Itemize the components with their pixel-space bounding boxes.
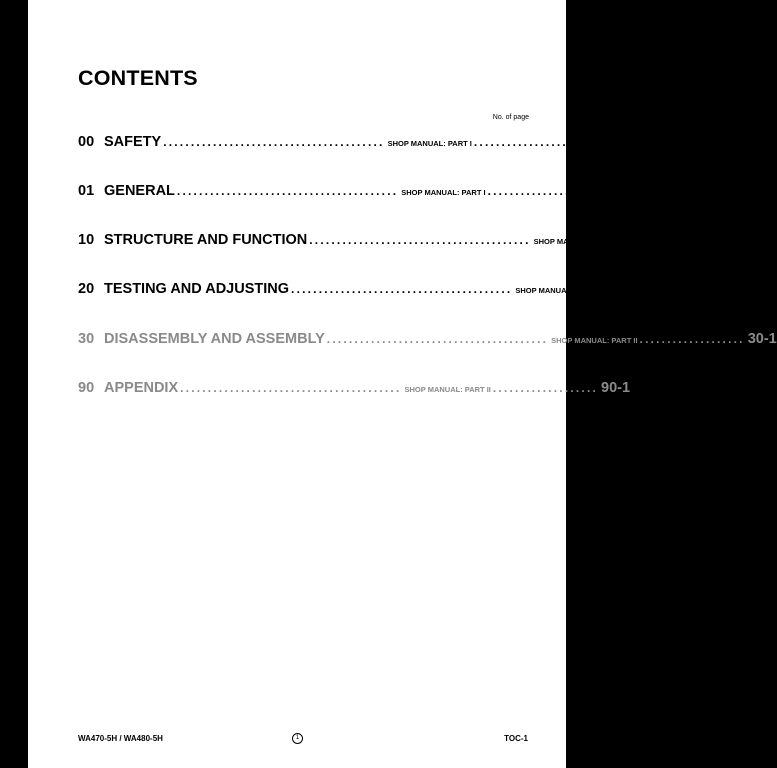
- dot-leader: ........................................: [163, 135, 385, 149]
- entry-page: 90-1: [601, 380, 631, 396]
- entry-title: DISASSEMBLY AND ASSEMBLY: [104, 331, 325, 347]
- document-page: [28, 0, 777, 768]
- entry-title: SAFETY: [104, 134, 162, 150]
- entry-number: 00: [78, 134, 95, 150]
- toc-entry-disassembly-and-assembly[interactable]: [78, 331, 777, 351]
- entry-page: 01-1: [595, 183, 625, 199]
- dot-leader: ...................: [487, 184, 593, 198]
- entry-title: APPENDIX: [104, 380, 179, 396]
- entry-page: 30-1: [747, 331, 777, 347]
- dot-leader: ...................: [639, 332, 745, 346]
- entry-page: 10-1: [728, 232, 758, 248]
- entry-number: 90: [78, 380, 95, 396]
- entry-part: SHOP MANUAL: PART I: [515, 286, 600, 295]
- dot-leader: ...................: [473, 135, 580, 149]
- dot-leader: ...................: [492, 381, 599, 395]
- dot-leader: ........................................: [180, 381, 402, 395]
- toc-entry-appendix[interactable]: [78, 380, 631, 400]
- entry-number: 10: [78, 232, 95, 248]
- toc-entry-safety[interactable]: [78, 134, 612, 154]
- entry-number: 01: [78, 183, 95, 199]
- footer-model: WA470-5H / WA480-5H: [78, 734, 163, 743]
- dot-leader: ........................................: [176, 184, 399, 198]
- entry-page: 00-3: [582, 134, 612, 150]
- entry-part: SHOP MANUAL: PART I: [387, 139, 472, 148]
- toc-entry-testing-and-adjusting[interactable]: [78, 281, 739, 301]
- entry-page: 20-1: [709, 281, 739, 297]
- page-title: CONTENTS: [78, 66, 198, 90]
- entry-title: STRUCTURE AND FUNCTION: [104, 232, 308, 248]
- dot-leader: ........................................: [309, 233, 531, 247]
- entry-part: SHOP MANUAL: PART II: [551, 336, 638, 345]
- footer-page-id: TOC-1: [504, 734, 528, 743]
- dot-leader: ...................: [601, 282, 707, 296]
- entry-part: SHOP MANUAL: PART I: [401, 188, 486, 197]
- toc-entry-structure-and-function[interactable]: [78, 232, 758, 252]
- entry-part: SHOP MANUAL: PART II: [404, 385, 491, 394]
- page-number-column-label: No. of page: [492, 114, 529, 121]
- revision-mark-icon: 1: [292, 733, 303, 744]
- entry-title: GENERAL: [104, 183, 175, 199]
- toc-entry-general[interactable]: [78, 183, 625, 203]
- entry-title: TESTING AND ADJUSTING: [104, 281, 290, 297]
- entry-number: 20: [78, 281, 95, 297]
- entry-number: 30: [78, 331, 95, 347]
- dot-leader: ........................................: [326, 332, 549, 346]
- dot-leader: ........................................: [291, 282, 513, 296]
- dot-leader: ...................: [619, 233, 726, 247]
- entry-part: SHOP MANUAL: PART I: [533, 237, 618, 246]
